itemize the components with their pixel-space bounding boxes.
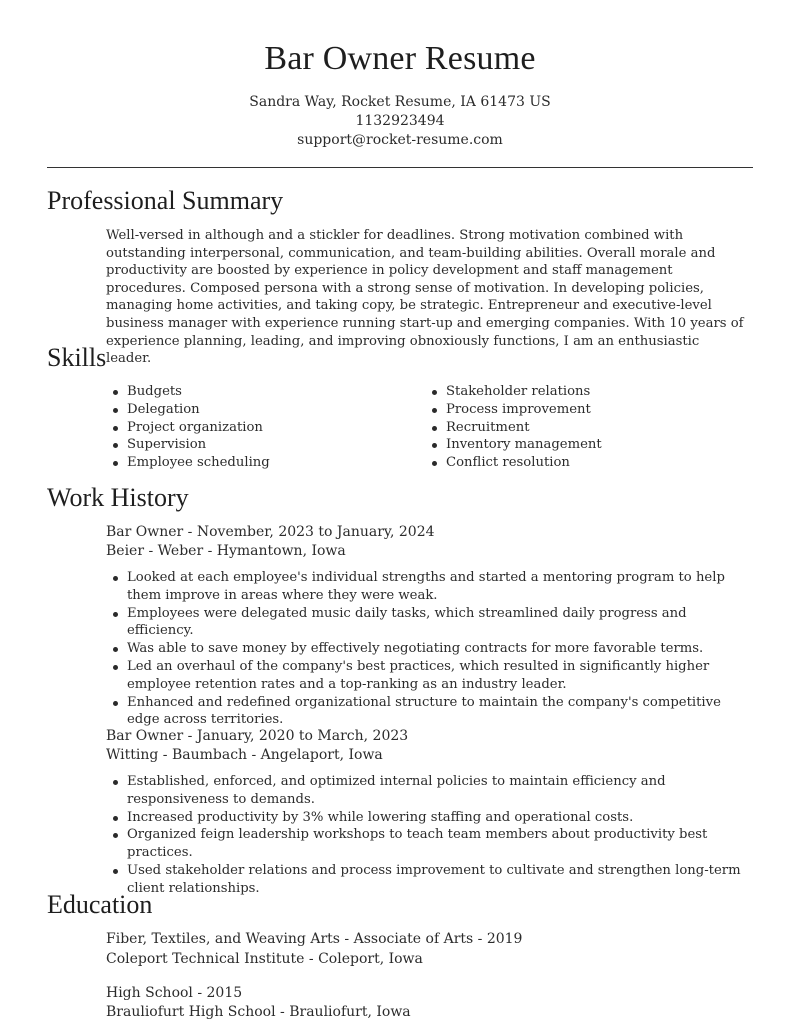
- job-bullet: Organized feign leadership workshops to teach team members about productivity best practices.: [106, 826, 756, 862]
- job-bullet: Was able to save money by effectively negotiating contracts for more favorable terms.: [106, 640, 756, 658]
- summary-heading: Professional Summary: [47, 186, 284, 215]
- job-company-line: Beier - Weber - Hymantown, Iowa: [106, 543, 346, 559]
- job-title-line: Bar Owner - January, 2020 to March, 2023: [106, 728, 409, 744]
- header-divider: [47, 167, 753, 168]
- skills-heading: Skills: [47, 343, 107, 372]
- skill-item: Recruitment: [425, 419, 725, 437]
- job-bullet: Led an overhaul of the company's best practices, which resulted in significantly higher employee retention rates and a top-ranking as an industry leader.: [106, 658, 756, 694]
- contact-phone: 1132923494: [355, 113, 445, 129]
- job-bullet: Employees were delegated music daily tasks, which streamlined daily progress and efficiency.: [106, 605, 756, 641]
- job-bullet: Increased productivity by 3% while lowering staffing and operational costs.: [106, 809, 756, 827]
- contact-address: Sandra Way, Rocket Resume, IA 61473 US: [249, 94, 551, 110]
- education-degree-line: Fiber, Textiles, and Weaving Arts - Associate of Arts - 2019: [106, 931, 523, 947]
- job-bullet: Established, enforced, and optimized internal policies to maintain efficiency and responsiveness to demands.: [106, 773, 756, 809]
- job-company-line: Witting - Baumbach - Angelaport, Iowa: [106, 747, 383, 763]
- education-heading: Education: [47, 890, 153, 919]
- job-bullet: Used stakeholder relations and process improvement to cultivate and strengthen long-term client relationships.: [106, 862, 756, 898]
- skill-item: Process improvement: [425, 401, 725, 419]
- skills-list-right: [425, 383, 725, 472]
- summary-text: Well-versed in although and a stickler for deadlines. Strong motivation combined with outstanding interpersonal, communication, and team-building abilities. Overall morale and productivity are boosted by experience in policy development and staff management procedures. Composed persona with a strong sense of motivation. In developing policies, managing home activities, and taking copy, be strategic. Entrepreneur and executive-level business manager with experience running start-up and emerging companies. With 10 years of experience planning, leading, and improving obnoxiously functions, I am an enthusiastic leader.: [106, 228, 744, 367]
- education-school-line: Brauliofurt High School - Brauliofurt, Iowa: [106, 1004, 411, 1020]
- job-bullets: [106, 773, 756, 898]
- job-bullet: Enhanced and redefined organizational structure to maintain the company's competitive edge across territories.: [106, 694, 756, 730]
- skill-item: Project organization: [106, 419, 406, 437]
- contact-email: support@rocket-resume.com: [297, 132, 503, 148]
- job-bullet: Looked at each employee's individual strengths and started a mentoring program to help them improve in areas where they were weak.: [106, 569, 756, 605]
- page-title: Bar Owner Resume: [264, 40, 536, 77]
- skill-item: Budgets: [106, 383, 406, 401]
- education-degree-line: High School - 2015: [106, 985, 243, 1001]
- education-school-line: Coleport Technical Institute - Coleport, Iowa: [106, 951, 423, 967]
- job-bullets: [106, 569, 756, 729]
- skill-item: Stakeholder relations: [425, 383, 725, 401]
- skill-item: Employee scheduling: [106, 454, 406, 472]
- skill-item: Inventory management: [425, 436, 725, 454]
- work-heading: Work History: [47, 483, 189, 512]
- skill-item: Delegation: [106, 401, 406, 419]
- job-title-line: Bar Owner - November, 2023 to January, 2024: [106, 524, 435, 540]
- skill-item: Conflict resolution: [425, 454, 725, 472]
- skills-list-left: [106, 383, 406, 472]
- skill-item: Supervision: [106, 436, 406, 454]
